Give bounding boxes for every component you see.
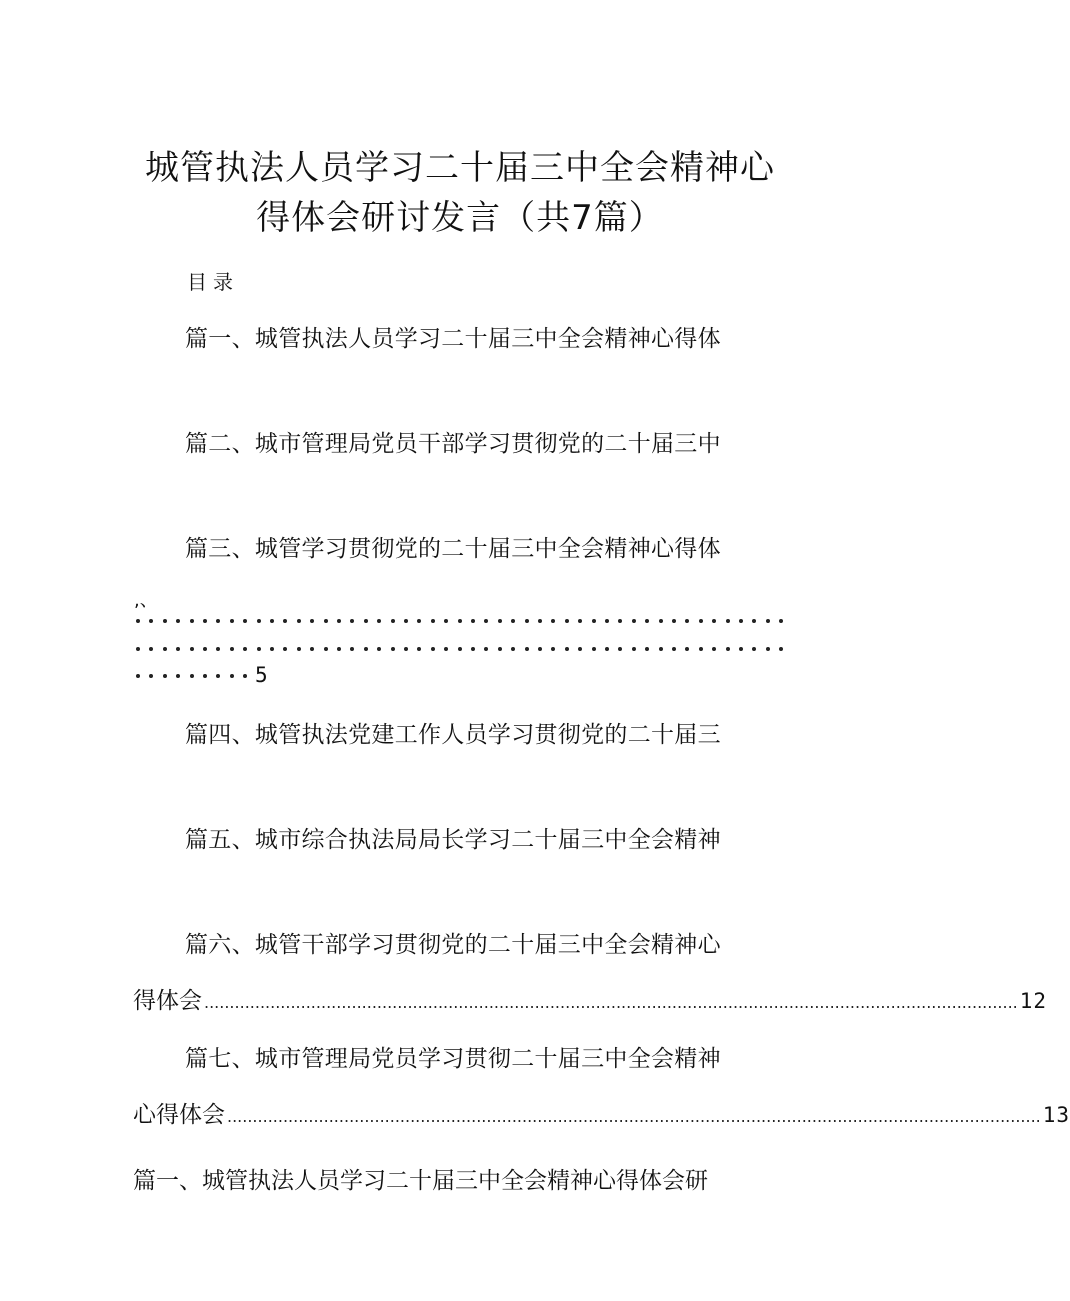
leader-dot <box>632 619 636 623</box>
leader-dot <box>163 647 167 651</box>
toc-entry-3[interactable]: 篇三、城管学习贯彻党的二十届三中全会精神心得体 <box>185 536 721 562</box>
leader-dot <box>283 619 287 623</box>
toc-entry-7[interactable]: 篇七、城市管理局党员学习贯彻二十届三中全会精神 <box>185 1046 721 1072</box>
leader-dot <box>511 647 515 651</box>
leader-dot <box>444 619 448 623</box>
leader-dot <box>699 647 703 651</box>
toc-entry-5[interactable]: 篇五、城市综合执法局局长学习二十届三中全会精神 <box>185 827 721 853</box>
toc-entry-3-leader-1 <box>136 617 786 625</box>
leader-dot <box>230 647 234 651</box>
leader-dot <box>685 647 689 651</box>
leader-dot <box>779 619 783 623</box>
toc-entry-6-dot-leader: ................................................................................................................................................................ <box>204 993 1018 1012</box>
leader-dot <box>391 647 395 651</box>
leader-dot <box>149 674 153 678</box>
leader-dot <box>739 647 743 651</box>
leader-dot <box>431 619 435 623</box>
leader-dot <box>203 647 207 651</box>
leader-dot <box>618 647 622 651</box>
leader-dot <box>511 619 515 623</box>
leader-dot <box>257 647 261 651</box>
leader-dot <box>659 619 663 623</box>
leader-dot <box>136 647 140 651</box>
leader-dot <box>458 647 462 651</box>
leader-dot <box>471 647 475 651</box>
leader-dot <box>551 647 555 651</box>
leader-dot <box>243 647 247 651</box>
leader-dot <box>484 619 488 623</box>
leader-dot <box>243 619 247 623</box>
toc-entry-6-continuation[interactable] <box>133 982 1048 1015</box>
leader-dot <box>618 619 622 623</box>
leader-dot <box>364 647 368 651</box>
leader-dot <box>752 619 756 623</box>
toc-entry-7-dot-leader: ................................................................................................................................................................ <box>227 1107 1041 1126</box>
leader-dot <box>739 619 743 623</box>
leader-dot <box>297 619 301 623</box>
leader-dot <box>726 647 730 651</box>
leader-dot <box>176 674 180 678</box>
leader-dot <box>444 647 448 651</box>
document-title-line-2: 得体会研讨发言（共7篇） <box>256 198 664 238</box>
leader-dot <box>632 647 636 651</box>
leader-dot <box>484 647 488 651</box>
leader-dot <box>337 647 341 651</box>
document-title-line-1: 城管执法人员学习二十届三中全会精神心 <box>145 148 775 188</box>
leader-dot <box>525 619 529 623</box>
leader-dot <box>404 619 408 623</box>
leader-dot <box>659 647 663 651</box>
toc-entry-2[interactable]: 篇二、城市管理局党员干部学习贯彻党的二十届三中 <box>185 431 721 457</box>
leader-dot <box>324 619 328 623</box>
leader-dot <box>216 647 220 651</box>
leader-dot <box>163 674 167 678</box>
leader-dot <box>190 619 194 623</box>
toc-heading: 目录 <box>187 270 239 294</box>
leader-dot <box>216 619 220 623</box>
leader-dot <box>203 619 207 623</box>
toc-entry-7-continuation-text: 心得体会 <box>133 1102 225 1128</box>
leader-dot <box>605 647 609 651</box>
leader-dot <box>364 619 368 623</box>
leader-dot <box>471 619 475 623</box>
leader-dot <box>310 619 314 623</box>
leader-dot <box>431 647 435 651</box>
toc-entry-6-page: 12 <box>1019 989 1048 1013</box>
leader-dot <box>337 619 341 623</box>
leader-dot <box>417 619 421 623</box>
leader-dot <box>243 674 247 678</box>
leader-dot <box>592 619 596 623</box>
leader-dot <box>565 619 569 623</box>
leader-dot <box>712 619 716 623</box>
leader-dot <box>685 619 689 623</box>
leader-dot <box>645 619 649 623</box>
leader-dot <box>216 674 220 678</box>
leader-dot <box>310 647 314 651</box>
toc-entry-6[interactable]: 篇六、城管干部学习贯彻党的二十届三中全会精神心 <box>185 932 721 958</box>
leader-dot <box>578 619 582 623</box>
leader-dot <box>752 647 756 651</box>
body-first-line: 篇一、城管执法人员学习二十届三中全会精神心得体会研 <box>133 1168 708 1194</box>
leader-dot <box>391 619 395 623</box>
toc-entry-7-continuation[interactable] <box>133 1096 1070 1129</box>
leader-dot <box>136 674 140 678</box>
leader-dot <box>525 647 529 651</box>
leader-dot <box>605 619 609 623</box>
leader-dot <box>417 647 421 651</box>
leader-dot <box>458 619 462 623</box>
leader-dot <box>712 647 716 651</box>
leader-dot <box>297 647 301 651</box>
leader-dot <box>672 619 676 623</box>
leader-dot <box>190 674 194 678</box>
leader-dot <box>163 619 167 623</box>
leader-dot <box>404 647 408 651</box>
leader-dot <box>270 647 274 651</box>
leader-dot <box>190 647 194 651</box>
leader-dot <box>350 647 354 651</box>
leader-dot <box>149 619 153 623</box>
leader-dot <box>230 674 234 678</box>
leader-dot <box>498 647 502 651</box>
leader-dot <box>377 647 381 651</box>
leader-dot <box>203 674 207 678</box>
leader-dot <box>176 647 180 651</box>
leader-dot <box>565 647 569 651</box>
toc-entry-3-leader-2 <box>136 645 786 653</box>
toc-entry-3-marks: ,、 <box>134 590 158 611</box>
toc-entry-1[interactable]: 篇一、城管执法人员学习二十届三中全会精神心得体 <box>185 326 721 352</box>
leader-dot <box>726 619 730 623</box>
leader-dot <box>136 619 140 623</box>
leader-dot <box>324 647 328 651</box>
leader-dot <box>551 619 555 623</box>
leader-dot <box>538 647 542 651</box>
leader-dot <box>578 647 582 651</box>
toc-entry-3-leader-3 <box>136 672 248 680</box>
leader-dot <box>766 647 770 651</box>
toc-entry-4[interactable]: 篇四、城管执法党建工作人员学习贯彻党的二十届三 <box>185 722 721 748</box>
leader-dot <box>257 619 261 623</box>
leader-dot <box>592 647 596 651</box>
leader-dot <box>176 619 180 623</box>
leader-dot <box>230 619 234 623</box>
leader-dot <box>538 619 542 623</box>
leader-dot <box>283 647 287 651</box>
leader-dot <box>645 647 649 651</box>
leader-dot <box>779 647 783 651</box>
toc-entry-3-page[interactable]: 5 <box>255 663 268 687</box>
leader-dot <box>350 619 354 623</box>
toc-entry-7-page: 13 <box>1042 1103 1070 1127</box>
leader-dot <box>498 619 502 623</box>
leader-dot <box>699 619 703 623</box>
leader-dot <box>766 619 770 623</box>
toc-entry-6-continuation-text: 得体会 <box>133 988 202 1014</box>
leader-dot <box>672 647 676 651</box>
leader-dot <box>270 619 274 623</box>
leader-dot <box>149 647 153 651</box>
leader-dot <box>377 619 381 623</box>
